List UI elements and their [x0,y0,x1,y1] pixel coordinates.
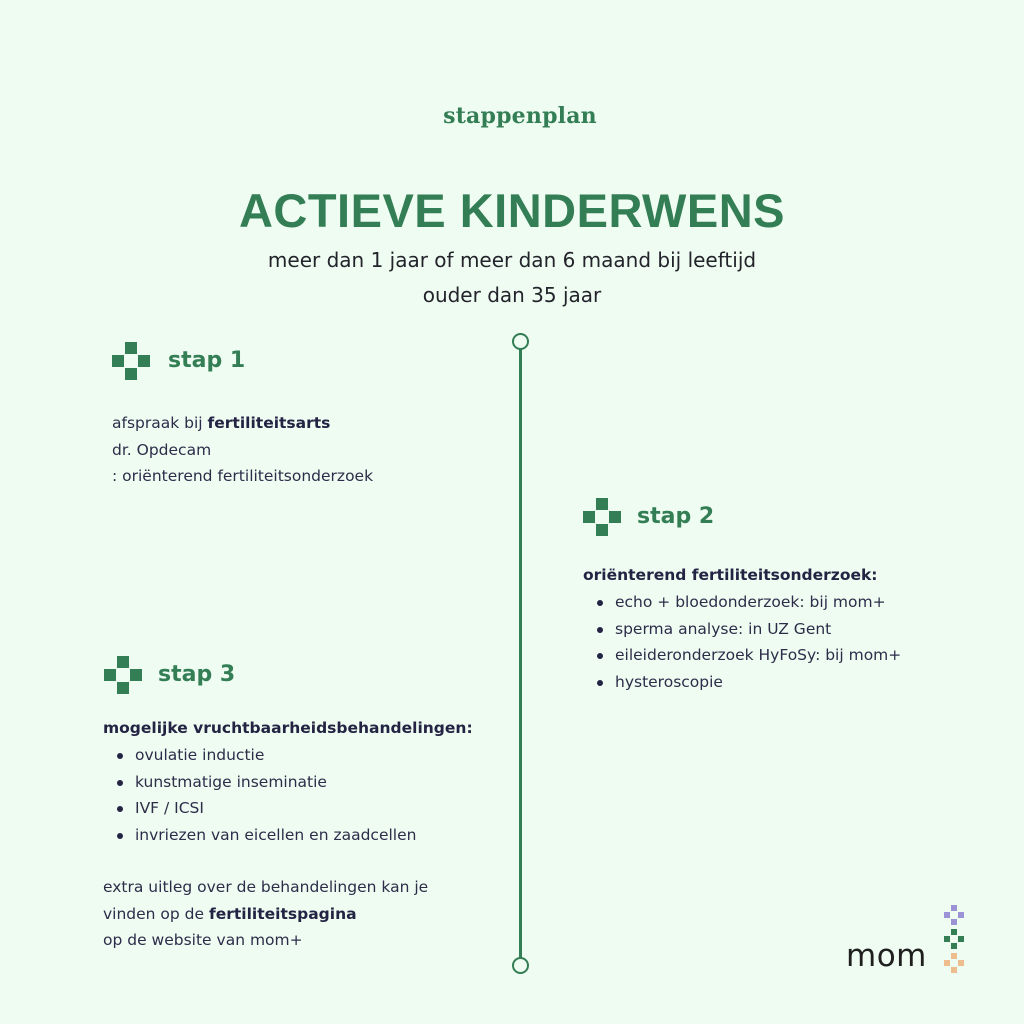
step-1-line-3: : oriënterend fertiliteitsonderzoek [112,467,374,485]
step-3-extra-info [103,874,428,954]
step-1-line-1-bold: fertiliteitsarts [207,414,331,432]
step-1-line-1-text: afspraak bij [112,414,208,432]
page-subtitle [0,243,1024,313]
list-item: kunstmatige inseminatie [103,769,416,796]
timeline-end-circle-icon [512,957,529,974]
timeline-line [519,347,522,958]
extra-line-3: op de website van mom+ [103,931,303,949]
logo-plus-icons [944,905,964,973]
list-item: echo + bloedonderzoek: bij mom+ [583,589,901,616]
list-item: ovulatie inductie [103,742,416,769]
step-1-content [112,410,373,490]
page-title: ACTIEVE KINDERWENS [238,184,786,237]
step-3-label: stap 3 [158,662,236,687]
step-2-label: stap 2 [637,504,715,529]
step-1-label: stap 1 [168,348,246,373]
list-item: invriezen van eicellen en zaadcellen [103,822,416,849]
extra-line-2-text: vinden op de [103,904,209,923]
subtitle-line-1: meer dan 1 jaar of meer dan 6 maand bij leeftijd [267,248,757,272]
logo-wordmark: mom [846,938,927,974]
list-item: IVF / ICSI [103,795,416,822]
step-3-list [103,742,416,848]
list-item: sperma analyse: in UZ Gent [583,616,901,643]
step-2-heading: oriënterend fertiliteitsonderzoek: [583,566,878,584]
list-item: eileideronderzoek HyFoSy: bij mom+ [583,642,901,669]
list-item: hysteroscopie [583,669,901,696]
step-1-line-2: dr. Opdecam [112,440,212,459]
extra-line-2 [103,901,428,928]
step-2-list [583,589,901,695]
subtitle-line-2: ouder dan 35 jaar [422,283,602,307]
step-1-line-1 [112,410,373,437]
step-3-heading: mogelijke vruchtbaarheidsbehandelingen: [103,719,473,737]
fertility-page-link: fertiliteitspagina [208,904,357,923]
plus-cross-icon [583,498,621,536]
timeline-start-circle-icon [512,333,529,350]
plus-cross-icon [112,342,150,380]
plus-cross-icon [104,656,142,694]
extra-line-1: extra uitleg over de behandelingen kan je [103,878,429,896]
page-kicker: stappenplan [443,103,597,129]
